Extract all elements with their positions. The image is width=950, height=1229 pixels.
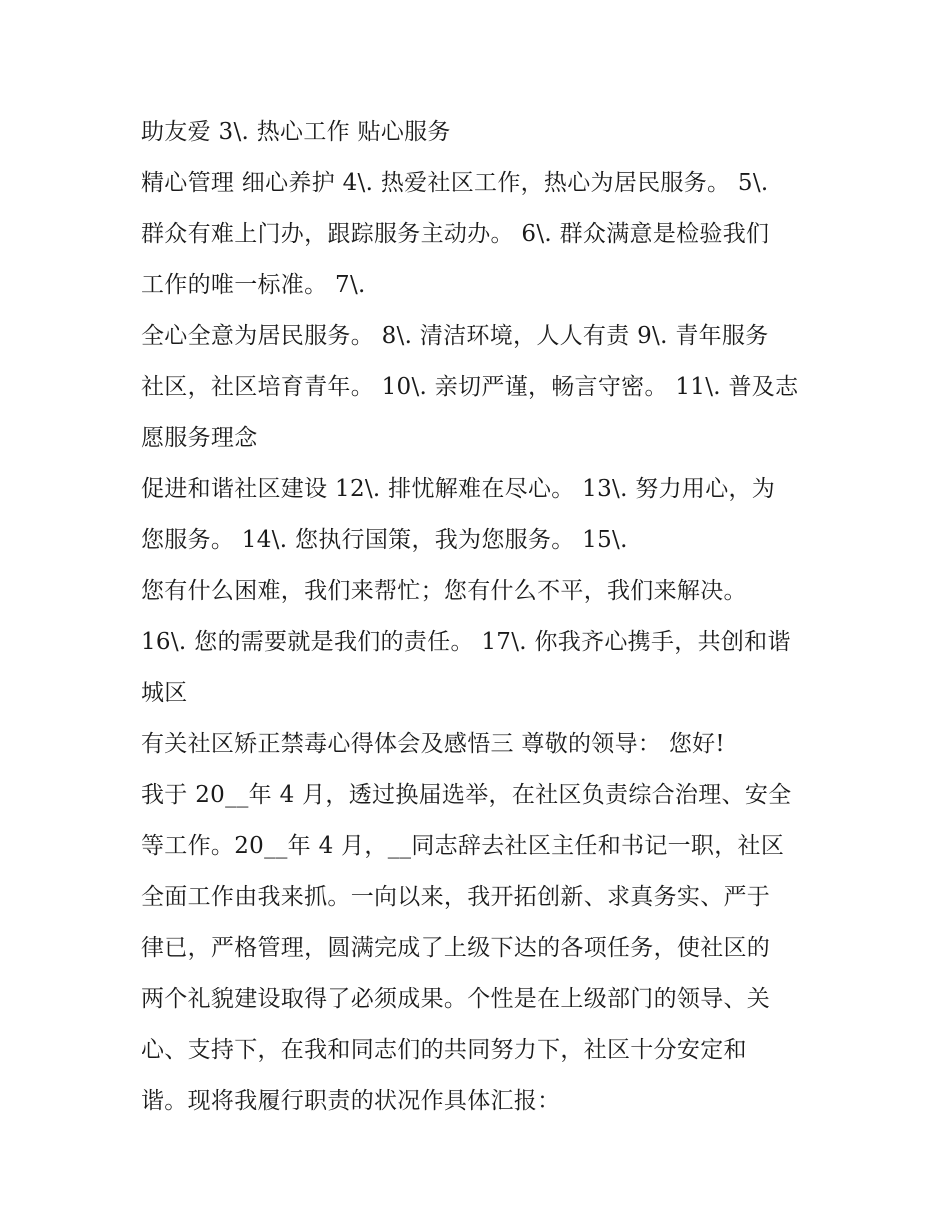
text-line: 谐。现将我履行职责的状况作具体汇报： [141,1088,561,1114]
text-line: 城区 [141,680,188,706]
text-line: 我于 20__年 4 月，透过换届选举，在社区负责综合治理、安全 [141,782,792,808]
text-line: 促进和谐社区建设 12\. 排忧解难在尽心。 13\. 努力用心，为 [141,476,776,502]
text-line: 您服务。 14\. 您执行国策，我为您服务。 15\. [141,527,628,553]
text-line: 两个礼貌建设取得了必须成果。个性是在上级部门的领导、关 [141,986,771,1012]
text-line: 心、支持下，在我和同志们的共同努力下，社区十分安定和 [141,1037,747,1063]
text-line: 工作的唯一标准。 7\. [141,272,366,298]
text-line: 您有什么困难，我们来帮忙；您有什么不平，我们来解决。 [141,578,747,604]
text-line: 等工作。20__年 4 月，__同志辞去社区主任和书记一职，社区 [141,833,785,859]
text-line: 精心管理 细心养护 4\. 热爱社区工作，热心为居民服务。 5\. [141,170,769,196]
text-line: 全面工作由我来抓。一向以来，我开拓创新、求真务实、严于 [141,884,771,910]
document-body [141,107,821,1127]
text-line: 律已，严格管理，圆满完成了上级下达的各项任务，使社区的 [141,935,771,961]
text-line: 助友爱 3\. 热心工作 贴心服务 [141,119,451,145]
text-line: 社区，社区培育青年。 10\. 亲切严谨，畅言守密。 11\. 普及志 [141,374,799,400]
text-line: 全心全意为居民服务。 8\. 清洁环境，人人有责 9\. 青年服务 [141,323,769,349]
text-line: 有关社区矫正禁毒心得体会及感悟三 尊敬的领导： 您好! [141,731,725,757]
text-line: 愿服务理念 [141,425,258,451]
text-line: 群众有难上门办，跟踪服务主动办。 6\. 群众满意是检验我们 [141,221,770,247]
text-line: 16\. 您的需要就是我们的责任。 17\. 你我齐心携手，共创和谐 [141,629,791,655]
